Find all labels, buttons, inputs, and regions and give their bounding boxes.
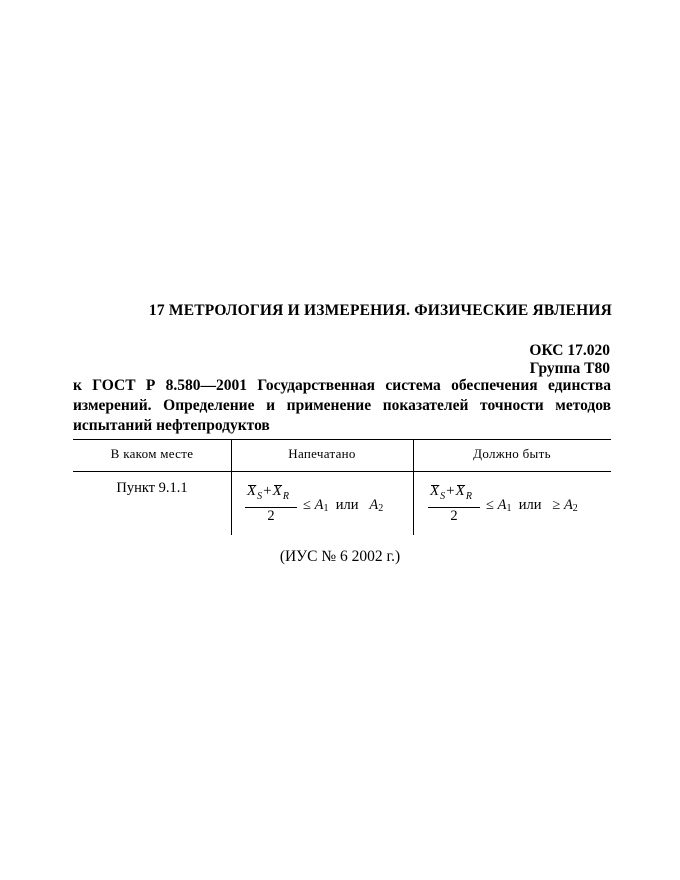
fraction-numerator: $X_S+$ $X_R$ — [430, 483, 472, 502]
amendment-table — [73, 439, 611, 535]
header-should-be: Должно быть — [473, 446, 551, 461]
x-bar-r: X — [272, 483, 282, 499]
printed-formula — [245, 483, 405, 533]
table-header-rule — [73, 471, 611, 472]
table-top-rule — [73, 439, 611, 440]
x-bar-r: X — [455, 483, 465, 499]
inequality: ≤ $A_1$ или $A_2$ — [303, 497, 384, 514]
fraction-denominator: 2 — [450, 508, 458, 524]
header-place: В каком месте — [110, 446, 194, 461]
table-cell-place: Пункт 9.1.1 — [116, 480, 188, 496]
x-bar-s: X — [430, 483, 440, 499]
oks-code: ОКС 17.020 — [529, 342, 610, 359]
corrected-formula — [428, 483, 608, 533]
source-note: (ИУС № 6 2002 г.) — [279, 548, 401, 565]
amendment-title: к ГОСТ Р 8.580—2001 Государственная система обеспечения единства измерений. Определение и применение показателей точности методов испытаний нефтепродуктов — [73, 377, 611, 434]
inequality: ≤ $A_1$ или ≥ $A_2$ — [486, 497, 578, 514]
fraction-numerator: $X_S+$ $X_R$ — [247, 483, 289, 502]
group-code: Группа Т80 — [529, 360, 610, 377]
x-bar-s: X — [247, 483, 257, 499]
header-printed: Напечатано — [288, 446, 356, 461]
section-heading: 17 МЕТРОЛОГИЯ И ИЗМЕРЕНИЯ. ФИЗИЧЕСКИЕ ЯВЛЕНИЯ — [148, 302, 612, 319]
fraction-denominator: 2 — [267, 508, 275, 524]
